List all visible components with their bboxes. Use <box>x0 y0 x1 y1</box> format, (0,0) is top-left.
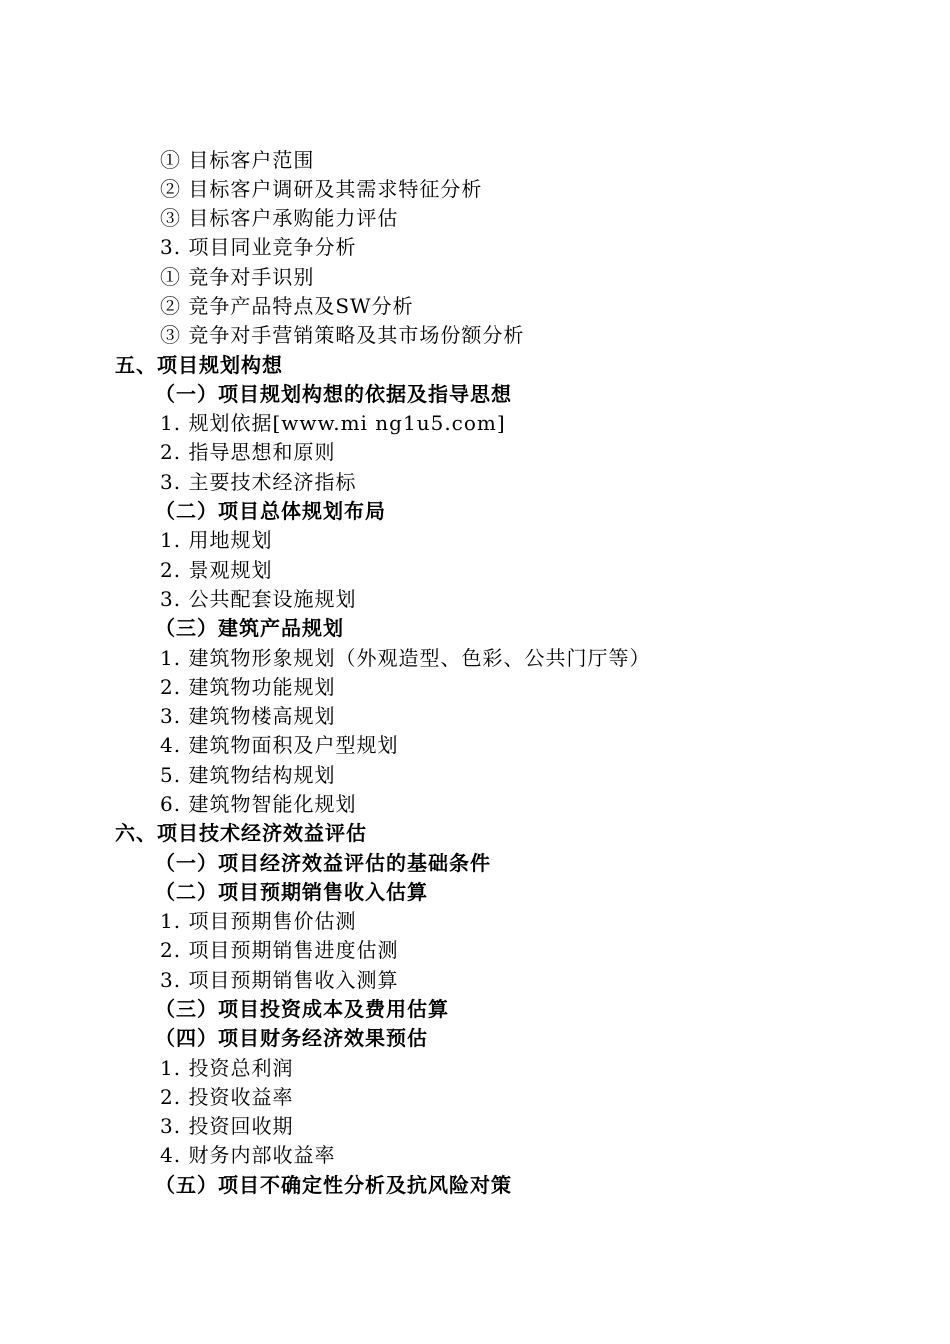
outline-line-15: 2. 景观规划 <box>160 558 273 582</box>
subsection-heading: （二）项目预期销售收入估算 <box>155 880 428 904</box>
outline-line-21: 4. 建筑物面积及户型规划 <box>160 733 399 757</box>
outline-line-19: 2. 建筑物功能规划 <box>160 675 336 699</box>
outline-line-16: 3. 公共配套设施规划 <box>160 587 357 611</box>
section-heading-5: 五、项目规划构想 <box>115 353 283 377</box>
outline-line-29: 3. 项目预期销售收入测算 <box>160 968 399 992</box>
outline-line-1: ① 目标客户范围 <box>160 148 315 172</box>
outline-line-32: 1. 投资总利润 <box>160 1056 294 1080</box>
outline-line-2: ② 目标客户调研及其需求特征分析 <box>160 177 483 201</box>
outline-line-14: 1. 用地规划 <box>160 528 273 552</box>
subsection-heading: （三）建筑产品规划 <box>155 616 344 640</box>
section-heading-6: 六、项目技术经济效益评估 <box>115 821 367 845</box>
subsection-heading: （四）项目财务经济效果预估 <box>155 1026 428 1050</box>
outline-line-6: ② 竞争产品特点及SW分析 <box>160 294 414 318</box>
outline-line-27: 1. 项目预期售价估测 <box>160 909 357 933</box>
outline-line-3: ③ 目标客户承购能力评估 <box>160 206 399 230</box>
subsection-heading: （二）项目总体规划布局 <box>155 499 386 523</box>
outline-line-28: 2. 项目预期销售进度估测 <box>160 938 399 962</box>
outline-line-22: 5. 建筑物结构规划 <box>160 763 336 787</box>
subsection-heading: （三）项目投资成本及费用估算 <box>155 997 449 1021</box>
outline-line-7: ③ 竞争对手营销策略及其市场份额分析 <box>160 323 525 347</box>
outline-line-12: 3. 主要技术经济指标 <box>160 470 357 494</box>
outline-line-5: ① 竞争对手识别 <box>160 265 315 289</box>
subsection-heading: （五）项目不确定性分析及抗风险对策 <box>155 1173 512 1197</box>
outline-line-20: 3. 建筑物楼高规划 <box>160 704 336 728</box>
outline-line-18: 1. 建筑物形象规划（外观造型、色彩、公共门厅等） <box>160 646 651 670</box>
outline-line-35: 4. 财务内部收益率 <box>160 1143 336 1167</box>
outline-line-4: 3. 项目同业竞争分析 <box>160 235 357 259</box>
outline-line-33: 2. 投资收益率 <box>160 1085 294 1109</box>
outline-line-10: 1. 规划依据[www.mi ng1u5.com] <box>160 411 506 435</box>
outline-line-34: 3. 投资回收期 <box>160 1114 294 1138</box>
outline-line-23: 6. 建筑物智能化规划 <box>160 792 357 816</box>
subsection-heading: （一）项目经济效益评估的基础条件 <box>155 851 491 875</box>
subsection-heading: （一）项目规划构想的依据及指导思想 <box>155 382 512 406</box>
outline-line-11: 2. 指导思想和原则 <box>160 440 336 464</box>
